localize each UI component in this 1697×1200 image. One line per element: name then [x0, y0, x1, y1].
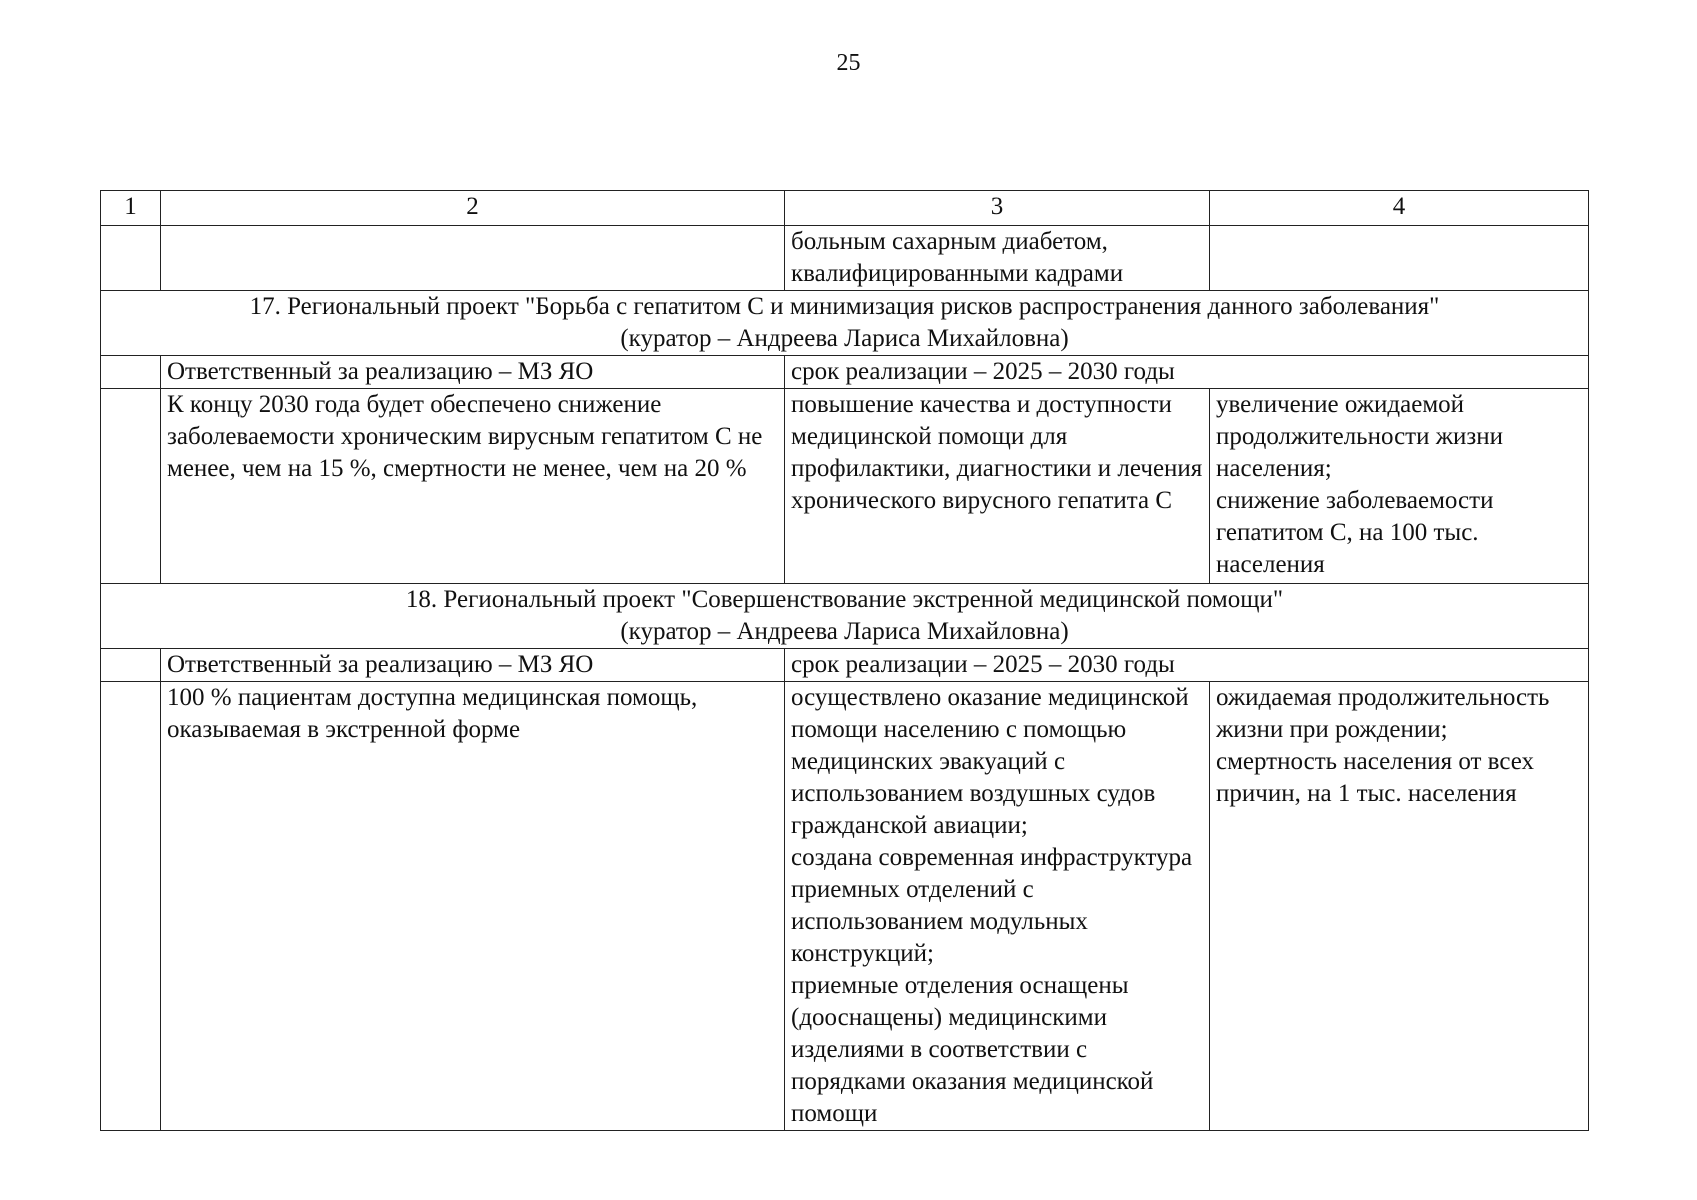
responsible-row [101, 356, 1589, 389]
term-cell: срок реализации – 2025 – 2030 годы [785, 649, 1589, 682]
project-heading-cell [101, 291, 1589, 356]
project-curator: (куратор – Андреева Лариса Михайловна) [620, 325, 1069, 352]
project-heading-row [101, 584, 1589, 649]
cell-empty [1210, 226, 1589, 291]
cell-empty [101, 682, 161, 1131]
cell-empty [101, 649, 161, 682]
continuation-line: квалифицированными кадрами [791, 260, 1124, 287]
project-heading-cell [101, 584, 1589, 649]
responsible-row [101, 649, 1589, 682]
term-cell: срок реализации – 2025 – 2030 годы [785, 356, 1589, 389]
project-title: 17. Региональный проект "Борьба с гепатитом С и минимизация рисков распространения данного заболевания" [249, 293, 1440, 320]
continuation-row [101, 226, 1589, 291]
task-item: приемные отделения оснащены (дооснащены) медицинскими изделиями в соответствии с порядками оказания медицинской помощи [791, 972, 1154, 1127]
goal-cell: К концу 2030 года будет обеспечено снижение заболеваемости хроническим вирусным гепатитом С не менее, чем на 15 %, смертности не менее, чем на 20 % [161, 389, 785, 584]
column-number-row [101, 191, 1589, 226]
page-number: 25 [836, 50, 861, 76]
column-number-4: 4 [1210, 191, 1589, 226]
measures-table [100, 190, 1589, 1131]
goal-cell: 100 % пациентам доступна медицинская помощь, оказываемая в экстренной форме [161, 682, 785, 1131]
continuation-line: больным сахарным диабетом, [791, 228, 1108, 255]
task-item: повышение качества и доступности медицинской помощи для профилактики, диагностики и лечения хронического вирусного гепатита С [791, 391, 1203, 514]
tasks-cell [785, 682, 1210, 1131]
continuation-tasks-cell [785, 226, 1210, 291]
column-number-1: 1 [101, 191, 161, 226]
indicator-item: снижение заболеваемости гепатитом С, на 100 тыс. населения [1216, 487, 1494, 578]
project-title: 18. Региональный проект "Совершенствование экстренной медицинской помощи" [405, 586, 1284, 613]
indicator-item: ожидаемая продолжительность жизни при рождении; [1216, 684, 1550, 743]
cell-empty [161, 226, 785, 291]
indicator-item: смертность населения от всех причин, на 1 тыс. населения [1216, 748, 1535, 807]
cell-empty [101, 226, 161, 291]
cell-empty [101, 389, 161, 584]
column-number-2: 2 [161, 191, 785, 226]
measures-table-container [100, 190, 1588, 1131]
project-heading-row [101, 291, 1589, 356]
cell-empty [101, 356, 161, 389]
indicators-cell [1210, 682, 1589, 1131]
responsible-cell: Ответственный за реализацию – МЗ ЯО [161, 356, 785, 389]
responsible-cell: Ответственный за реализацию – МЗ ЯО [161, 649, 785, 682]
tasks-cell [785, 389, 1210, 584]
project-content-row [101, 389, 1589, 584]
project-curator: (куратор – Андреева Лариса Михайловна) [620, 618, 1069, 645]
indicators-cell [1210, 389, 1589, 584]
task-item: осуществлено оказание медицинской помощи населению с помощью медицинских эвакуаций с использованием воздушных судов гражданской авиации; [791, 684, 1189, 839]
project-content-row [101, 682, 1589, 1131]
task-item: создана современная инфраструктура приемных отделений с использованием модульных конструкций; [791, 844, 1193, 967]
column-number-3: 3 [785, 191, 1210, 226]
indicator-item: увеличение ожидаемой продолжительности жизни населения; [1216, 391, 1504, 482]
